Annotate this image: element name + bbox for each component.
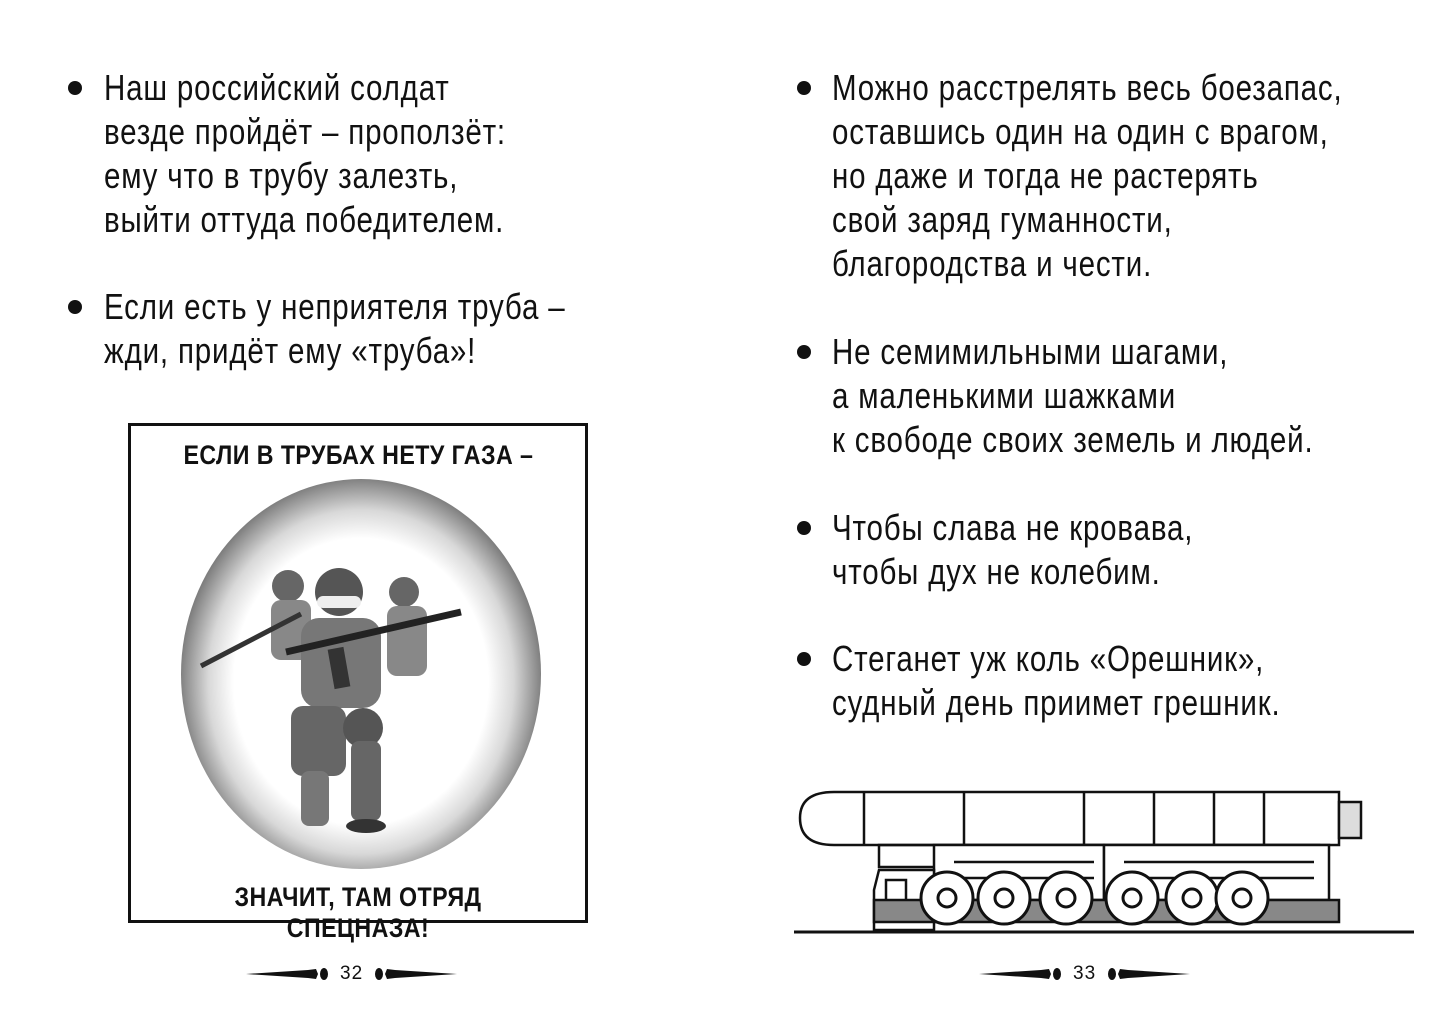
missile-launcher-illustration [794,780,1414,940]
verse-line: чтобы дух не колебим. [832,551,1161,592]
verse-1 [104,66,594,242]
verse-line: жди, придёт ему «труба»! [104,330,477,371]
verse-line: а маленькими шажками [832,375,1177,416]
verse-line: Чтобы слава не кровава, [832,507,1194,548]
ornament-left-icon [979,967,1063,981]
ornament-right-icon [1106,967,1190,981]
poster-illustration [128,423,588,943]
verse-line: выйти оттуда победителем. [104,199,505,240]
bullet-icon [797,81,811,95]
ornament-right-icon [373,967,457,981]
bullet-icon [68,81,82,95]
verse-line: Если есть у неприятеля труба – [104,286,566,327]
verse-line: свой заряд гуманности, [832,199,1173,240]
verse-line: везде пройдёт – проползёт: [104,111,506,152]
bullet-icon [68,300,82,314]
page-number: 32 [340,963,364,984]
verse-line: ему что в трубу залезть, [104,155,459,196]
verse-line: Наш российский солдат [104,67,450,108]
verse-line: к свободе своих земель и людей. [832,419,1314,460]
verse-3 [832,66,1454,286]
verse-5 [832,506,1273,594]
poster-bottom-caption: ЗНАЧИТ, ТАМ ОТРЯД СПЕЦНАЗА! [234,882,482,943]
page-number-folio [246,962,457,986]
poster-top-caption: ЕСЛИ В ТРУБАХ НЕТУ ГАЗА – [183,440,533,470]
verse-line: оставшись один на один с врагом, [832,111,1329,152]
verse-line: Не семимильными шагами, [832,331,1229,372]
verse-line: Стеганет уж коль «Орешник», [832,638,1265,679]
page-number: 33 [1073,963,1097,984]
verse-2 [104,285,667,373]
bullet-icon [797,345,811,359]
verse-line: судный день приимет грешник. [832,682,1281,723]
verse-line: Можно расстрелять весь боезапас, [832,67,1343,108]
bullet-icon [797,652,811,666]
verse-6 [832,637,1379,725]
ornament-left-icon [246,967,330,981]
soldiers-illustration [191,556,531,836]
verse-line: благородства и чести. [832,243,1153,284]
right-page [727,0,1454,1029]
verse-line: но даже и тогда не растерять [832,155,1259,196]
bullet-icon [797,521,811,535]
page-number-folio [979,962,1190,986]
verse-4 [832,330,1419,462]
